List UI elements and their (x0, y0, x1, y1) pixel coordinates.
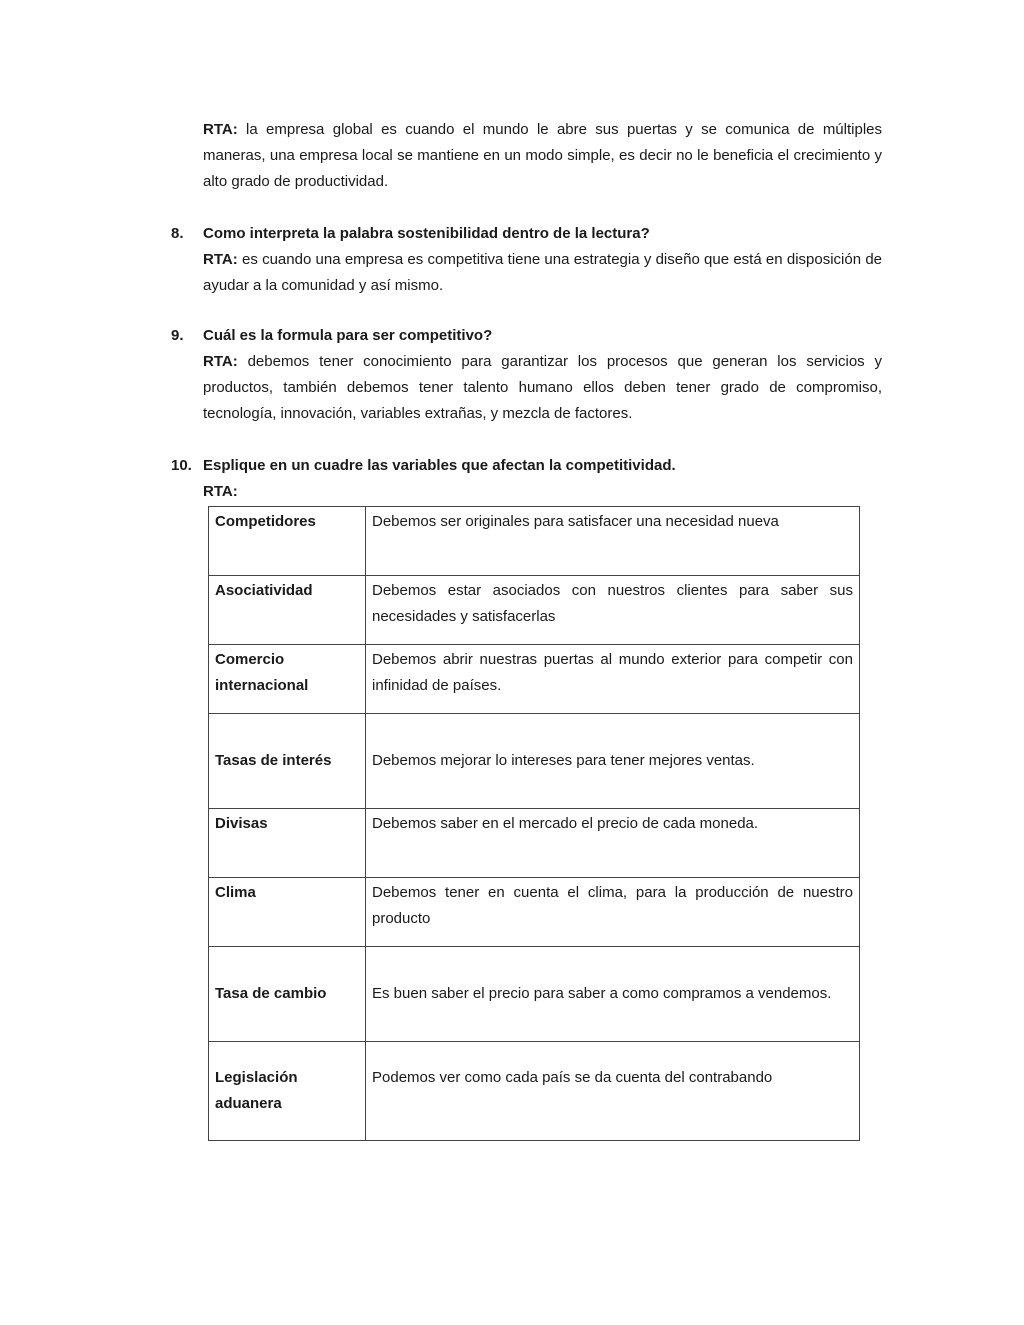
question-9 (171, 323, 891, 349)
answer-9-text: debemos tener conocimiento para garantizar los procesos que generan los servicios y productos, también debemos tener talento humano ellos deben tener grado de compromiso, tecnología, innovación, variables extrañas, y mezcla de factores. (203, 353, 883, 422)
rta-label: RTA: (203, 483, 238, 500)
question-number: 9. (171, 327, 184, 344)
variable-description: Debemos abrir nuestras puertas al mundo exterior para competir con infinidad de países. (366, 645, 860, 714)
table-row (209, 878, 860, 947)
variable-description: Podemos ver como cada país se da cuenta del contrabando (366, 1042, 860, 1141)
variable-description: Debemos saber en el mercado el precio de cada moneda. (366, 809, 860, 878)
question-8 (171, 221, 891, 247)
table-row (209, 714, 860, 809)
variable-description: Debemos mejorar lo intereses para tener mejores ventas. (366, 714, 860, 809)
table-row (209, 1042, 860, 1141)
answer-8-paragraph (203, 247, 882, 299)
variable-name: Legislación aduanera (209, 1042, 366, 1141)
variables-table (208, 506, 860, 1141)
answer-7-paragraph (203, 117, 882, 195)
rta-label: RTA: (203, 353, 238, 370)
answer-9-paragraph (203, 349, 882, 427)
table-row (209, 576, 860, 645)
variable-name: Tasas de interés (209, 714, 366, 809)
answer-10-label (203, 479, 923, 505)
question-text: Cuál es la formula para ser competitivo? (203, 327, 493, 344)
question-number: 10. (171, 457, 192, 474)
variable-name: Divisas (209, 809, 366, 878)
question-text: Esplique en un cuadre las variables que afectan la competitividad. (203, 457, 676, 474)
table-row (209, 809, 860, 878)
question-number: 8. (171, 225, 184, 242)
variable-description: Debemos estar asociados con nuestros clientes para saber sus necesidades y satisfacerlas (366, 576, 860, 645)
rta-label: RTA: (203, 251, 238, 268)
variable-description: Debemos ser originales para satisfacer una necesidad nueva (366, 507, 860, 576)
answer-8-text: es cuando una empresa es competitiva tiene una estrategia y diseño que está en disposición de ayudar a la comunidad y así mismo. (203, 251, 883, 294)
variable-name: Asociatividad (209, 576, 366, 645)
variable-description: Es buen saber el precio para saber a como compramos a vendemos. (366, 947, 860, 1042)
variable-description: Debemos tener en cuenta el clima, para la producción de nuestro producto (366, 878, 860, 947)
variable-name: Clima (209, 878, 366, 947)
table-row (209, 947, 860, 1042)
table-row (209, 645, 860, 714)
variable-name: Tasa de cambio (209, 947, 366, 1042)
variable-name: Competidores (209, 507, 366, 576)
answer-7-text: la empresa global es cuando el mundo le abre sus puertas y se comunica de múltiples maneras, una empresa local se mantiene en un modo simple, es decir no le beneficia el crecimiento y alto grado de productividad. (203, 121, 883, 190)
question-text: Como interpreta la palabra sostenibilidad dentro de la lectura? (203, 225, 650, 242)
variable-name: Comercio internacional (209, 645, 366, 714)
question-10 (171, 453, 891, 479)
rta-label: RTA: (203, 121, 238, 138)
table-row (209, 507, 860, 576)
